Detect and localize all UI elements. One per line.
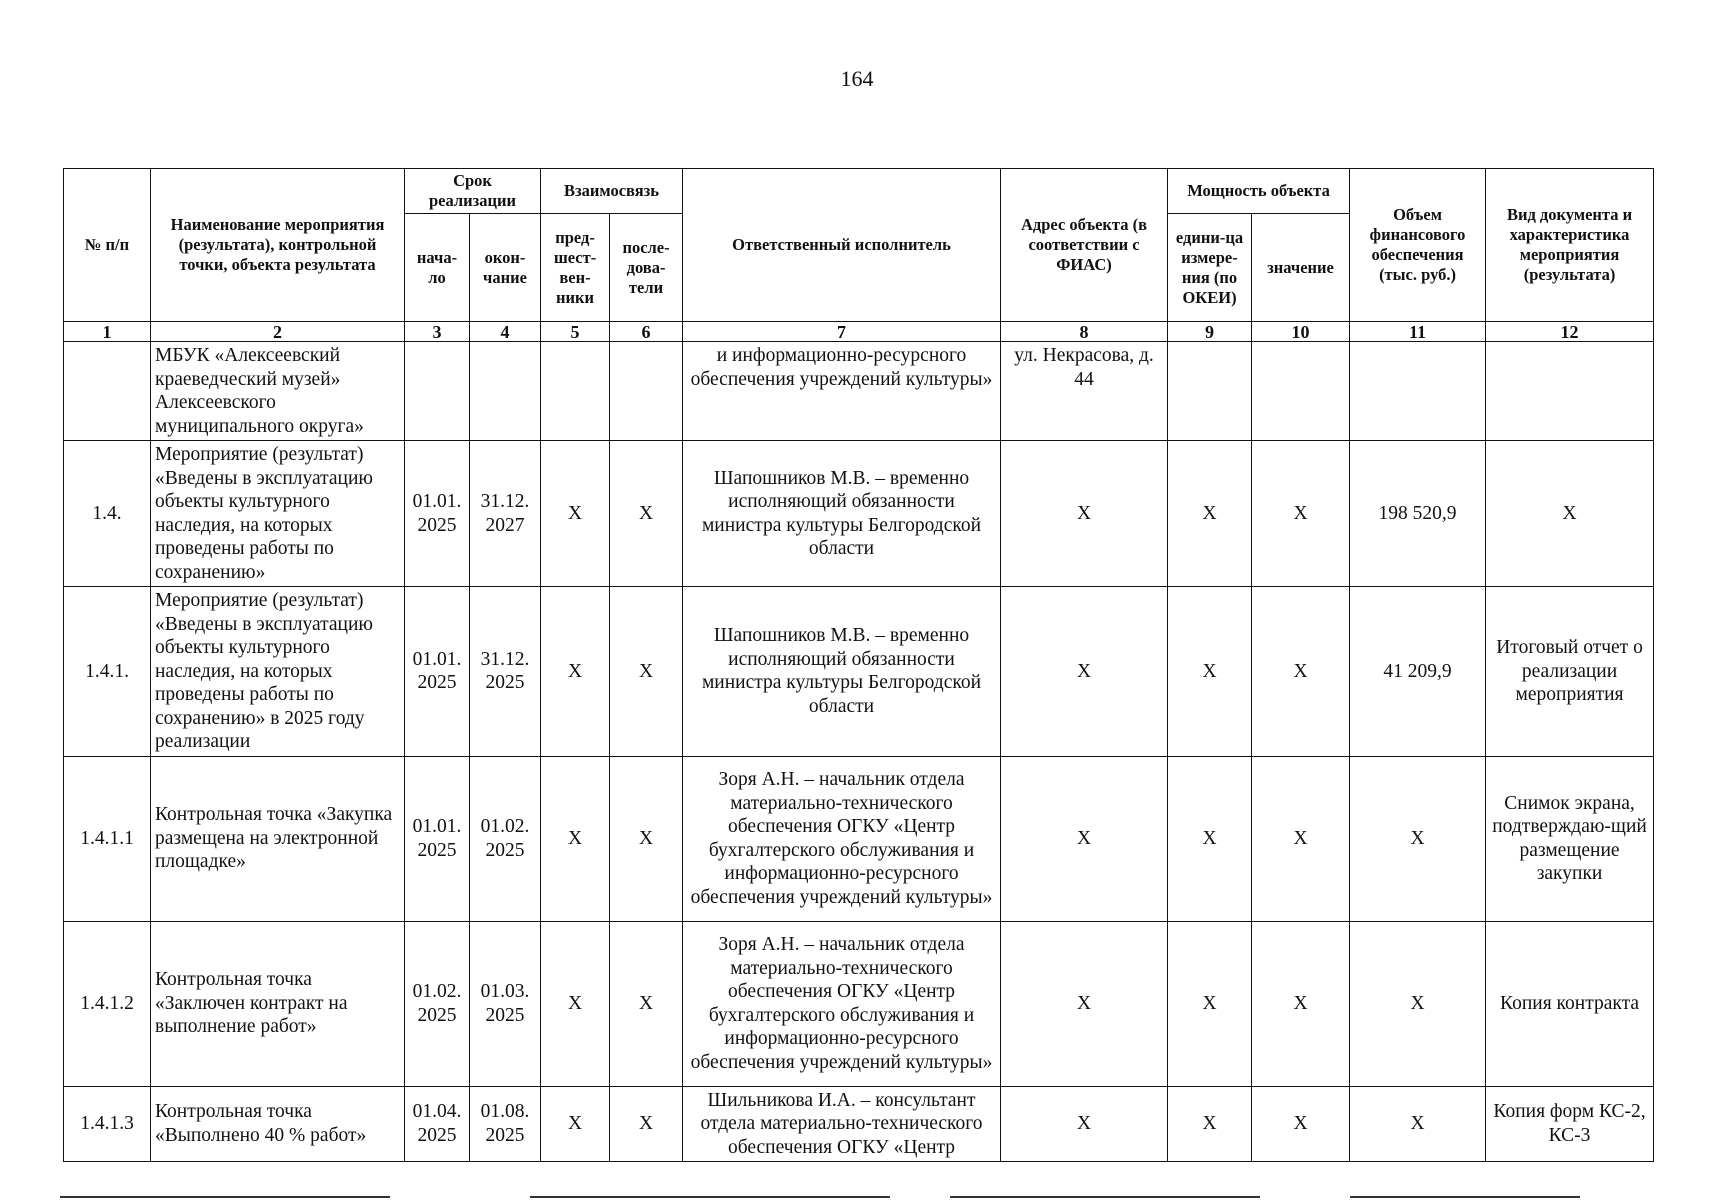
header-relation: Взаимосвязь [541,169,683,214]
table-row [64,1086,1654,1162]
cell-unit: X [1168,1086,1252,1162]
cell-num: 1.4.1.2 [64,921,151,1086]
cell-funding: X [1350,1086,1486,1162]
cell-next [610,342,683,441]
cell-name: МБУК «Алексеевский краеведческий музей» Алексеевского муниципального округа» [151,342,405,441]
cell-end: 31.12. 2027 [470,441,541,587]
cell-start: 01.01. 2025 [405,756,470,921]
cell-doc [1486,342,1654,441]
cell-funding: 198 520,9 [1350,441,1486,587]
column-number: 6 [610,322,683,342]
header-name: Наименование мероприятия (результата), контрольной точки, объекта результата [151,169,405,322]
cell-prev [541,342,610,441]
column-number: 1 [64,322,151,342]
header-period-end: окон-чание [470,214,541,322]
cell-prev: X [541,587,610,757]
cell-address: X [1001,1086,1168,1162]
cell-num [64,342,151,441]
column-number: 4 [470,322,541,342]
cell-doc: Итоговый отчет о реализации мероприятия [1486,587,1654,757]
table-row [64,756,1654,921]
page-number: 164 [840,66,874,91]
cell-value: X [1252,756,1350,921]
cell-next: X [610,1086,683,1162]
footer-rule-segment [1350,1196,1580,1198]
header-relation-next: после-дова-тели [610,214,683,322]
footer-rule [60,1196,1660,1198]
table-row [64,587,1654,757]
cell-executor: Зоря А.Н. – начальник отдела материально-технического обеспечения ОГКУ «Центр бухгалтерского обслуживания и информационно-ресурсного обеспечения учреждений культуры» [683,921,1001,1086]
cell-end: 31.12. 2025 [470,587,541,757]
cell-unit: X [1168,587,1252,757]
table-row [64,441,1654,587]
cell-funding: 41 209,9 [1350,587,1486,757]
cell-prev: X [541,921,610,1086]
cell-next: X [610,756,683,921]
header-executor: Ответственный исполнитель [683,169,1001,322]
cell-unit: X [1168,756,1252,921]
cell-start: 01.02. 2025 [405,921,470,1086]
cell-address: X [1001,441,1168,587]
column-number: 11 [1350,322,1486,342]
cell-prev: X [541,756,610,921]
measures-table [63,168,1654,1162]
column-numbers-row [64,322,1654,342]
cell-start [405,342,470,441]
cell-address: ул. Некрасова, д. 44 [1001,342,1168,441]
cell-start: 01.04. 2025 [405,1086,470,1162]
cell-executor: Зоря А.Н. – начальник отдела материально-технического обеспечения ОГКУ «Центр бухгалтерского обслуживания и информационно-ресурсного обеспечения учреждений культуры» [683,756,1001,921]
cell-num: 1.4.1.1 [64,756,151,921]
cell-address: X [1001,587,1168,757]
cell-end: 01.02. 2025 [470,756,541,921]
cell-doc: X [1486,441,1654,587]
cell-executor: Шильникова И.А. – консультант отдела материально-технического обеспечения ОГКУ «Центр [683,1086,1001,1162]
column-number: 10 [1252,322,1350,342]
cell-value: X [1252,921,1350,1086]
cell-doc: Копия контракта [1486,921,1654,1086]
cell-value: X [1252,1086,1350,1162]
footer-rule-segment [530,1196,890,1198]
header-address: Адрес объекта (в соответствии с ФИАС) [1001,169,1168,322]
cell-unit [1168,342,1252,441]
cell-num: 1.4.1.3 [64,1086,151,1162]
cell-address: X [1001,921,1168,1086]
cell-value [1252,342,1350,441]
header-period: Срок реализации [405,169,541,214]
table-row [64,921,1654,1086]
footer-rule-segment [60,1196,390,1198]
cell-next: X [610,587,683,757]
cell-address: X [1001,756,1168,921]
cell-name: Контрольная точка «Заключен контракт на выполнение работ» [151,921,405,1086]
column-number: 9 [1168,322,1252,342]
column-number: 3 [405,322,470,342]
cell-name: Контрольная точка «Выполнено 40 % работ» [151,1086,405,1162]
cell-executor: Шапошников М.В. – временно исполняющий обязанности министра культуры Белгородской области [683,441,1001,587]
cell-num: 1.4.1. [64,587,151,757]
cell-funding: X [1350,756,1486,921]
footer-rule-segment [950,1196,1260,1198]
cell-funding: X [1350,921,1486,1086]
header-capacity: Мощность объекта [1168,169,1350,214]
cell-unit: X [1168,921,1252,1086]
cell-next: X [610,921,683,1086]
cell-num: 1.4. [64,441,151,587]
header-num: № п/п [64,169,151,322]
cell-prev: X [541,1086,610,1162]
header-relation-prev: пред-шест-вен-ники [541,214,610,322]
cell-executor: Шапошников М.В. – временно исполняющий обязанности министра культуры Белгородской области [683,587,1001,757]
cell-end [470,342,541,441]
column-number: 5 [541,322,610,342]
cell-name: Контрольная точка «Закупка размещена на электронной площадке» [151,756,405,921]
column-number: 7 [683,322,1001,342]
header-funding: Объем финансового обеспечения (тыс. руб.) [1350,169,1486,322]
cell-start: 01.01. 2025 [405,587,470,757]
cell-end: 01.08. 2025 [470,1086,541,1162]
cell-next: X [610,441,683,587]
cell-executor: и информационно-ресурсного обеспечения учреждений культуры» [683,342,1001,441]
table-row [64,342,1654,441]
cell-prev: X [541,441,610,587]
cell-value: X [1252,587,1350,757]
column-number: 8 [1001,322,1168,342]
header-capacity-value: значение [1252,214,1350,322]
cell-doc: Копия форм КС-2, КС-3 [1486,1086,1654,1162]
column-number: 12 [1486,322,1654,342]
cell-start: 01.01. 2025 [405,441,470,587]
cell-unit: X [1168,441,1252,587]
cell-funding [1350,342,1486,441]
header-period-start: нача-ло [405,214,470,322]
header-doc-type: Вид документа и характеристика мероприятия (результата) [1486,169,1654,322]
column-number: 2 [151,322,405,342]
cell-name: Мероприятие (результат) «Введены в эксплуатацию объекты культурного наследия, на которых проведены работы по сохранению» в 2025 году реализации [151,587,405,757]
cell-end: 01.03. 2025 [470,921,541,1086]
cell-doc: Снимок экрана, подтверждаю-щий размещение закупки [1486,756,1654,921]
cell-name: Мероприятие (результат) «Введены в эксплуатацию объекты культурного наследия, на которых проведены работы по сохранению» [151,441,405,587]
header-capacity-unit: едини-ца измере-ния (по ОКЕИ) [1168,214,1252,322]
cell-value: X [1252,441,1350,587]
